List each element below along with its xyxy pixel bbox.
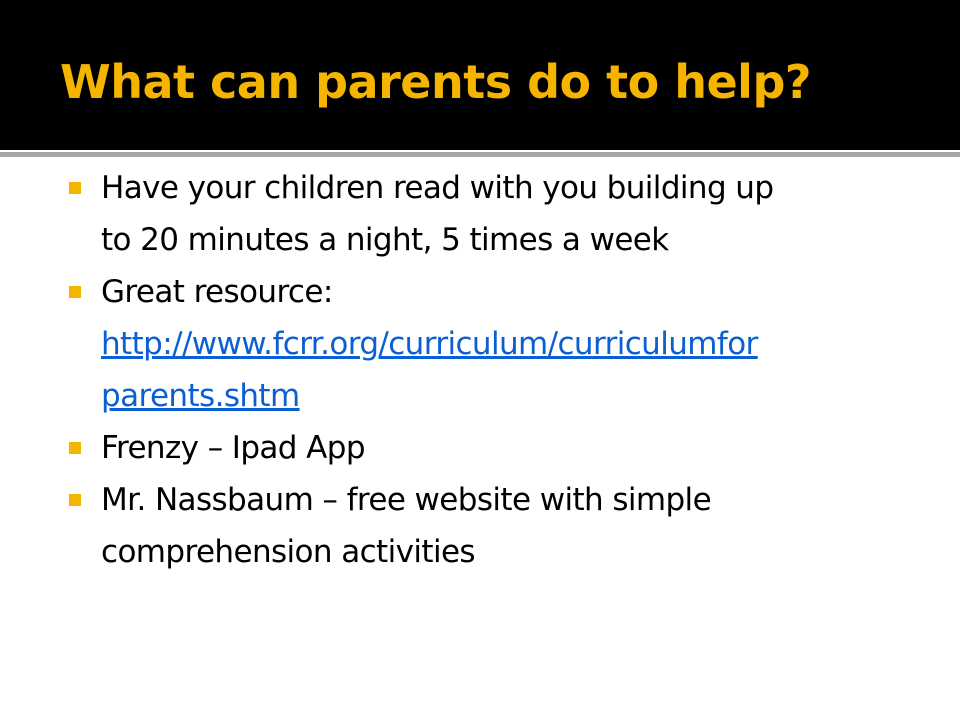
bullet-line: Mr. Nassbaum – free website with simple — [101, 482, 712, 518]
title-divider — [0, 152, 960, 157]
resource-link[interactable] — [101, 318, 901, 422]
bullet-text — [101, 266, 901, 422]
square-bullet-icon — [69, 494, 81, 506]
bullet-line: Great resource: — [101, 274, 333, 310]
resource-link-line: http://www.fcrr.org/curriculum/curriculumfor — [101, 326, 758, 362]
bullet-text — [101, 162, 901, 266]
title-bar — [0, 0, 960, 150]
bullet-line: Have your children read with you building up — [101, 170, 774, 206]
bullet-line: Frenzy – Ipad App — [101, 430, 365, 466]
square-bullet-icon — [69, 286, 81, 298]
bullet-line: comprehension activities — [101, 534, 475, 570]
slide-title: What can parents do to help? — [60, 55, 812, 109]
bullet-text — [101, 422, 901, 474]
resource-link-line: parents.shtm — [101, 378, 300, 414]
bullet-line: to 20 minutes a night, 5 times a week — [101, 222, 669, 258]
square-bullet-icon — [69, 182, 81, 194]
bullet-text — [101, 474, 901, 578]
square-bullet-icon — [69, 442, 81, 454]
